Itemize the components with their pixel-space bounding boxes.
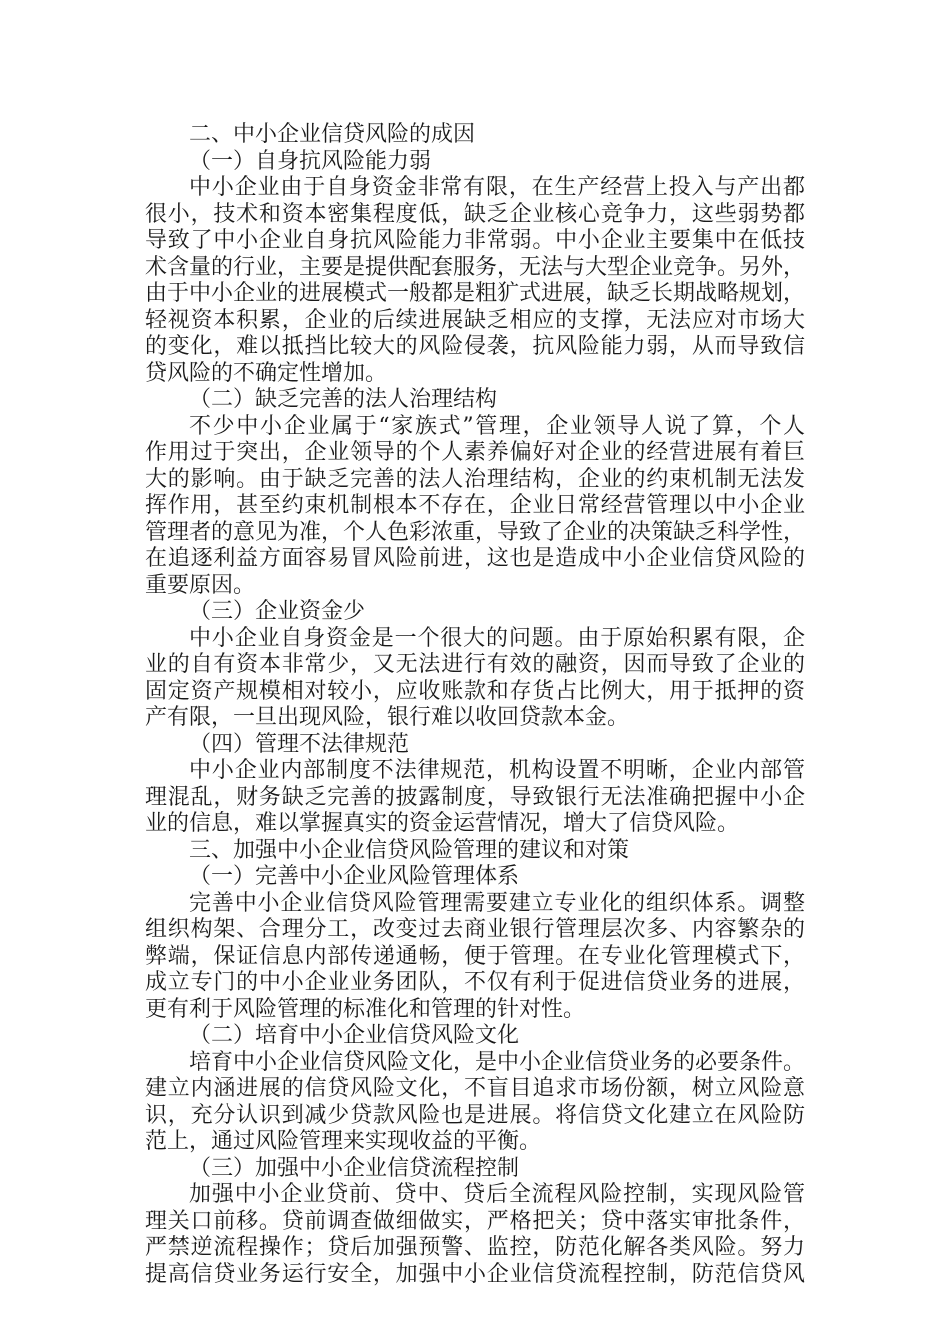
paragraph-line: 严禁逆流程操作；贷后加强预警、监控，防范化解各类风险。努力 (145, 1235, 805, 1260)
paragraph-line: 业的信息，难以掌握真实的资金运营情况，增大了信贷风险。 (145, 811, 740, 836)
paragraph-line: 成立专门的中小企业业务团队，不仅有利于促进信贷业务的进展， (145, 970, 805, 995)
paragraph-line: 理关口前移。贷前调查做细做实，严格把关；贷中落实审批条件， (145, 1208, 805, 1234)
paragraph-line: 建立内涵进展的信贷风险文化，不盲目追求市场份额，树立风险意 (145, 1076, 805, 1101)
paragraph-line: 产有限，一旦出现风险，银行难以收回贷款本金。 (145, 705, 630, 730)
paragraph-line: 加强中小企业贷前、贷中、贷后全流程风险控制，实现风险管 (189, 1182, 805, 1207)
paragraph-line: 不少中小企业属于“家族式”管理，企业领导人说了算，个人 (189, 413, 805, 439)
subsection-heading: （三）企业资金少 (189, 599, 366, 624)
paragraph-line: 完善中小企业信贷风险管理需要建立专业化的组织体系。调整 (189, 890, 805, 916)
section-heading: 三、加强中小企业信贷风险管理的建议和对策 (189, 837, 630, 863)
paragraph-line: 培育中小企业信贷风险文化，是中小企业信贷业务的必要条件。 (189, 1049, 806, 1075)
paragraph-line: 管理者的意见为准，个人色彩浓重，导致了企业的决策缺乏科学性， (145, 519, 806, 545)
subsection-heading: （一）完善中小企业风险管理体系 (189, 864, 520, 889)
paragraph-line: 中小企业自身资金是一个很大的问题。由于原始积累有限，企 (189, 625, 805, 651)
section-heading: 二、中小企业信贷风险的成因 (189, 122, 476, 147)
paragraph-line: 组织构架、合理分工，改变过去商业银行管理层次多、内容繁杂的 (145, 917, 805, 942)
paragraph-line: 的变化，难以抵挡比较大的风险侵袭，抗风险能力弱，从而导致信 (145, 334, 805, 359)
paragraph-line: 固定资产规模相对较小，应收账款和存货占比例大，用于抵押的资 (145, 678, 805, 704)
paragraph-line: 业的自有资本非常少，又无法进行有效的融资，因而导致了企业的 (145, 652, 805, 677)
subsection-heading: （一）自身抗风险能力弱 (189, 148, 432, 174)
paragraph-line: 由于中小企业的进展模式一般都是粗犷式进展，缺乏长期战略规划， (145, 281, 806, 306)
paragraph-line: 作用过于突出，企业领导的个人素养偏好对企业的经营进展有着巨 (145, 440, 805, 465)
subsection-heading: （四）管理不法律规范 (189, 731, 410, 757)
paragraph-line: 导致了中小企业自身抗风险能力非常弱。中小企业主要集中在低技 (145, 228, 805, 253)
subsection-heading: （二）培育中小企业信贷风险文化 (189, 1023, 520, 1048)
subsection-heading: （三）加强中小企业信贷流程控制 (189, 1155, 520, 1181)
document-body (145, 122, 805, 1288)
paragraph-line: 中小企业内部制度不法律规范，机构设置不明晰，企业内部管 (189, 758, 805, 783)
paragraph-line: 范上，通过风险管理来实现收益的平衡。 (145, 1129, 542, 1154)
paragraph-line: 更有利于风险管理的标准化和管理的针对性。 (145, 996, 586, 1022)
paragraph-line: 识，充分认识到减少贷款风险也是进展。将信贷文化建立在风险防 (145, 1102, 805, 1128)
paragraph-line: 很小，技术和资本密集程度低，缺乏企业核心竞争力，这些弱势都 (145, 201, 805, 227)
paragraph-line: 提高信贷业务运行安全，加强中小企业信贷流程控制，防范信贷风 (145, 1261, 805, 1287)
subsection-heading: （二）缺乏完善的法人治理结构 (189, 387, 498, 412)
paragraph-line: 在追逐利益方面容易冒风险前进，这也是造成中小企业信贷风险的 (145, 546, 805, 571)
paragraph-line: 大的影响。由于缺乏完善的法人治理结构，企业的约束机制无法发 (145, 466, 805, 492)
paragraph-line: 重要原因。 (145, 572, 256, 598)
paragraph-line: 贷风险的不确定性增加。 (145, 360, 388, 386)
paragraph-line: 术含量的行业，主要是提供配套服务，无法与大型企业竞争。另外， (145, 254, 806, 280)
paragraph-line: 理混乱，财务缺乏完善的披露制度，导致银行无法准确把握中小企 (145, 784, 805, 810)
paragraph-line: 挥作用，甚至约束机制根本不存在，企业日常经营管理以中小企业 (145, 493, 805, 518)
paragraph-line: 中小企业由于自身资金非常有限，在生产经营上投入与产出都 (189, 175, 805, 200)
paragraph-line: 弊端，保证信息内部传递通畅，便于管理。在专业化管理模式下， (145, 943, 805, 969)
paragraph-line: 轻视资本积累，企业的后续进展缺乏相应的支撑，无法应对市场大 (145, 307, 805, 333)
